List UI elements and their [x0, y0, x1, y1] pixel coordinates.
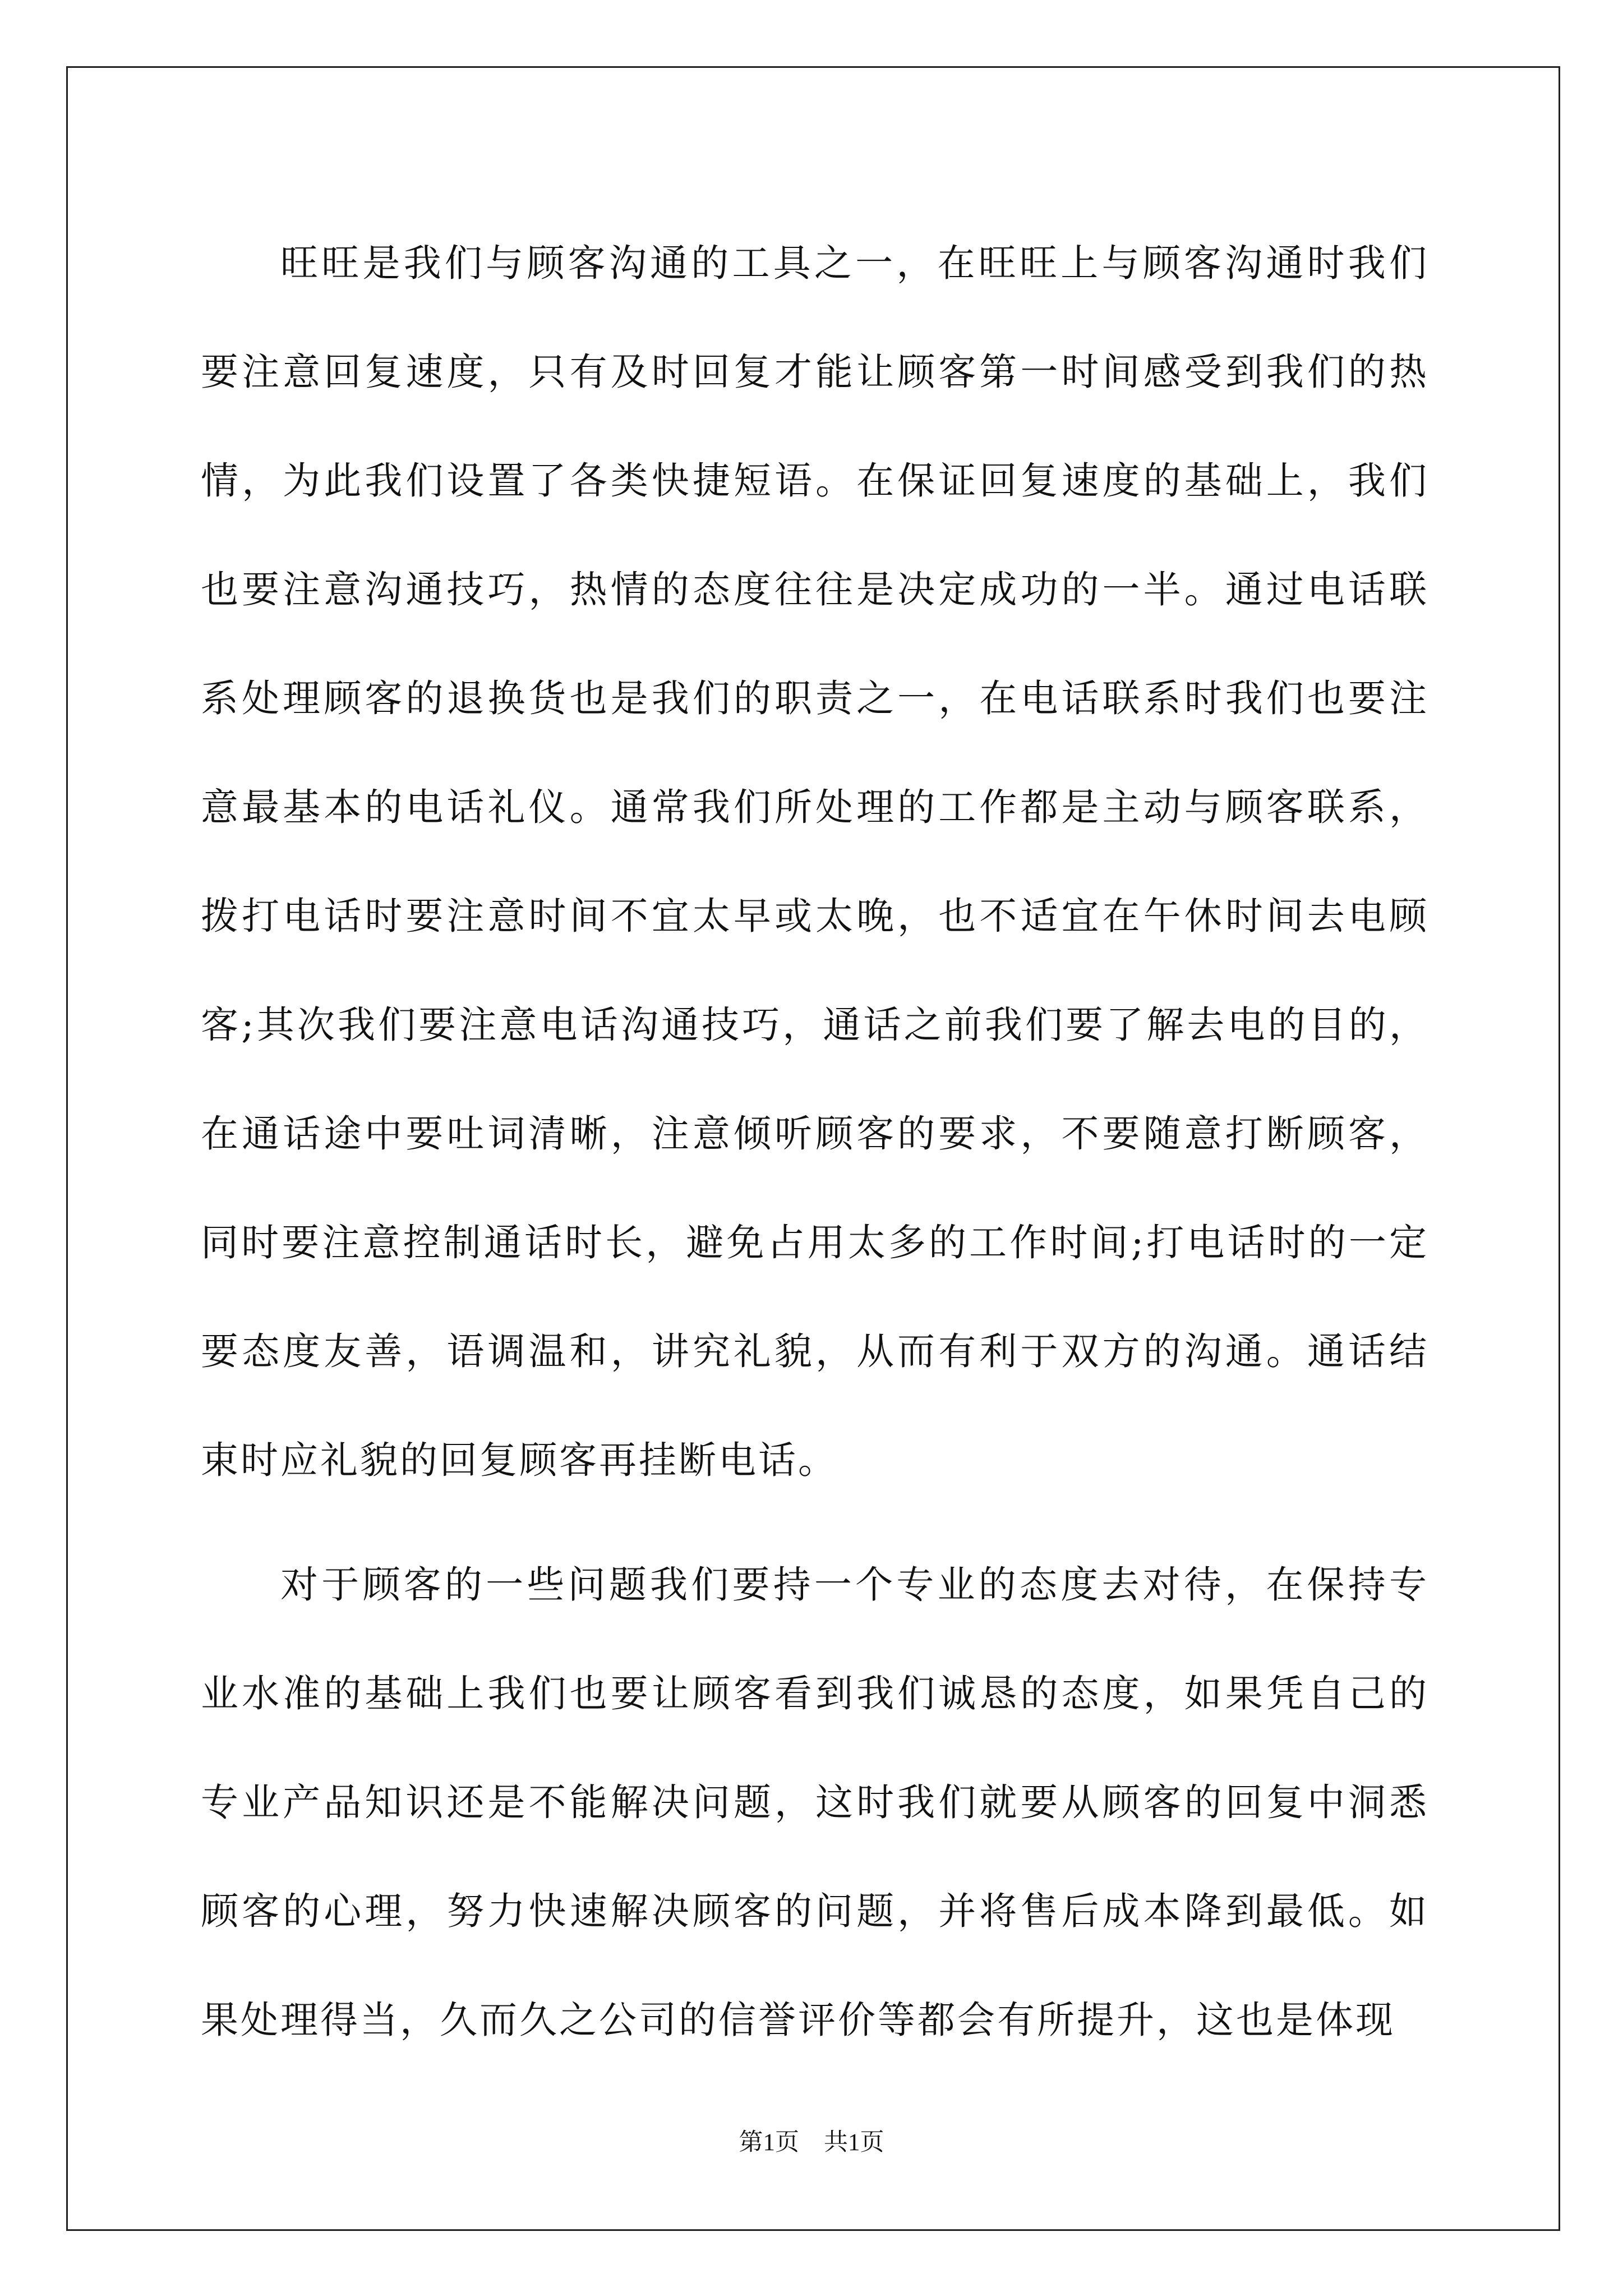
paragraph-1: 旺旺是我们与顾客沟通的工具之一，在旺旺上与顾客沟通时我们要注意回复速度，只有及时回复才能让顾客第一时间感受到我们的热情，为此我们设置了各类快捷短语。在保证回复速度的基础上，我们也要注意沟通技巧，热情的态度往往是决定成功的一半。通过电话联系处理顾客的退换货也是我们的职责之一，在电话联系时我们也要注意最基本的电话礼仪。通常我们所处理的工作都是主动与顾客联系，拨打电话时要注意时间不宜太早或太晚，也不适宜在午休时间去电顾客;其次我们要注意电话沟通技巧，通话之前我们要了解去电的目的，在通话途中要吐词清晰，注意倾听顾客的要求，不要随意打断顾客，同时要注意控制通话时长，避免占用太多的工作时间;打电话时的一定要态度友善，语调温和，讲究礼貌，从而有利于双方的沟通。通话结束时应礼貌的回复顾客再挂断电话。 [201, 241, 1429, 1482]
page-number-current: 第1页 [739, 2129, 799, 2156]
paragraph-2: 对于顾客的一些问题我们要持一个专业的态度去对待，在保持专业水准的基础上我们也要让顾客看到我们诚恳的态度，如果凭自己的专业产品知识还是不能解决问题，这时我们就要从顾客的回复中洞悉顾客的心理，努力快速解决顾客的问题，并将售后成本降到最低。如果处理得当，久而久之公司的信誉评价等都会有所提升，这也是体现 [201, 1563, 1429, 2042]
page-footer [0, 2126, 1623, 2160]
document-body [201, 209, 1429, 2074]
page-number-total: 共1页 [824, 2129, 884, 2156]
